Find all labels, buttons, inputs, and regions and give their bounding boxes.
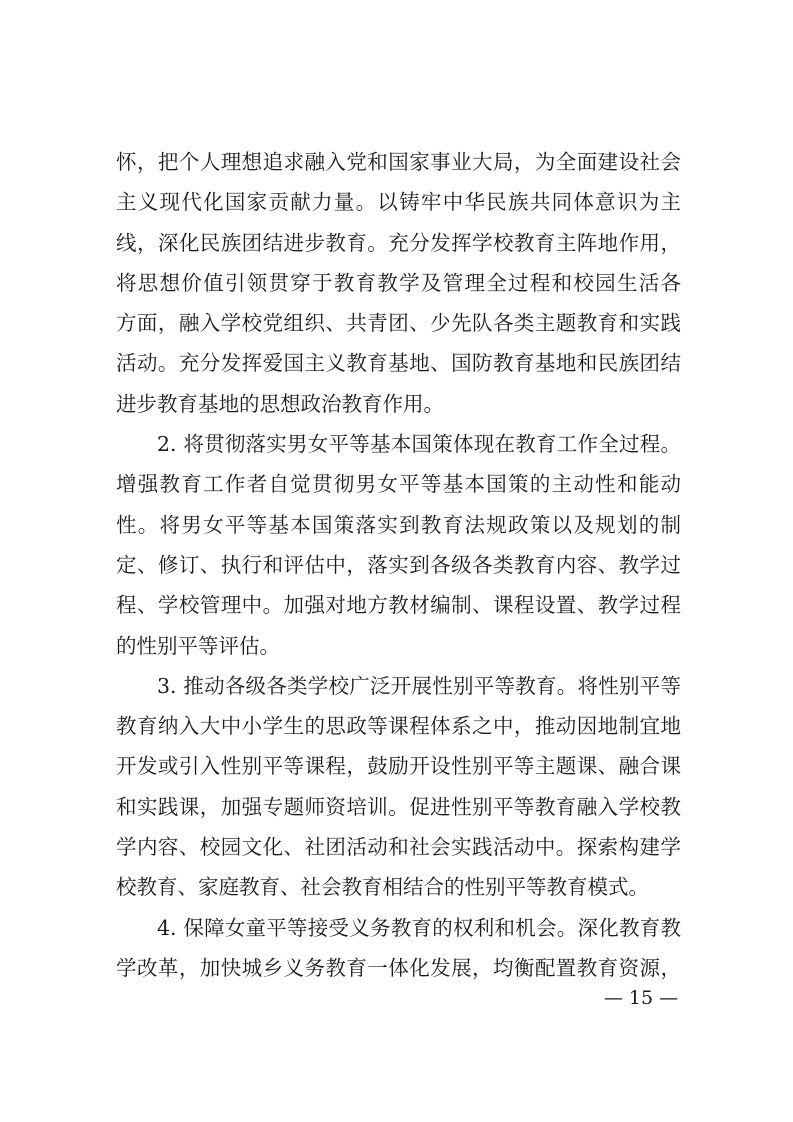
text-line: 性。将男女平等基本国策落实到教育法规政策以及规划的制 bbox=[116, 512, 681, 537]
text-line: 进步教育基地的思想政治教育作用。 bbox=[116, 391, 444, 416]
text-line: 开发或引入性别平等课程，鼓励开设性别平等主题课、融合课 bbox=[116, 754, 681, 779]
text-line: 学改革，加快城乡义务教育一体化发展，均衡配置教育资源， bbox=[116, 955, 681, 980]
text-line: 教育纳入大中小学生的思政等课程体系之中，推动因地制宜地 bbox=[116, 714, 681, 739]
text-line: 怀，把个人理想追求融入党和国家事业大局，为全面建设社会 bbox=[116, 150, 681, 174]
text-line: 4. 保障女童平等接受义务教育的权利和机会。深化教育教 bbox=[157, 915, 681, 940]
text-line: 3. 推动各级各类学校广泛开展性别平等教育。将性别平等 bbox=[157, 673, 681, 698]
text-line: 程、学校管理中。加强对地方教材编制、课程设置、教学过程 bbox=[116, 593, 681, 618]
text-line: 学内容、校园文化、社团活动和社会实践活动中。探索构建学 bbox=[116, 835, 681, 860]
body-text bbox=[116, 142, 681, 988]
text-line: 主义现代化国家贡献力量。以铸牢中华民族共同体意识为主 bbox=[116, 190, 681, 215]
text-line: 定、修订、执行和评估中，落实到各级各类教育内容、教学过 bbox=[116, 552, 681, 577]
text-line: 2. 将贯彻落实男女平等基本国策体现在教育工作全过程。 bbox=[157, 432, 681, 457]
text-line: 增强教育工作者自觉贯彻男女平等基本国策的主动性和能动 bbox=[116, 472, 681, 497]
page-number: — 15 — bbox=[603, 987, 679, 1009]
text-line: 将思想价值引领贯穿于教育教学及管理全过程和校园生活各 bbox=[116, 270, 681, 295]
text-line: 活动。充分发挥爱国主义教育基地、国防教育基地和民族团结 bbox=[116, 351, 681, 376]
text-line: 和实践课，加强专题师资培训。促进性别平等教育融入学校教 bbox=[116, 794, 681, 819]
text-line: 方面，融入学校党组织、共青团、少先队各类主题教育和实践 bbox=[116, 311, 681, 336]
text-line: 的性别平等评估。 bbox=[116, 633, 280, 658]
text-line: 线，深化民族团结进步教育。充分发挥学校教育主阵地作用， bbox=[116, 230, 681, 255]
text-line: 校教育、家庭教育、社会教育相结合的性别平等教育模式。 bbox=[116, 875, 649, 900]
